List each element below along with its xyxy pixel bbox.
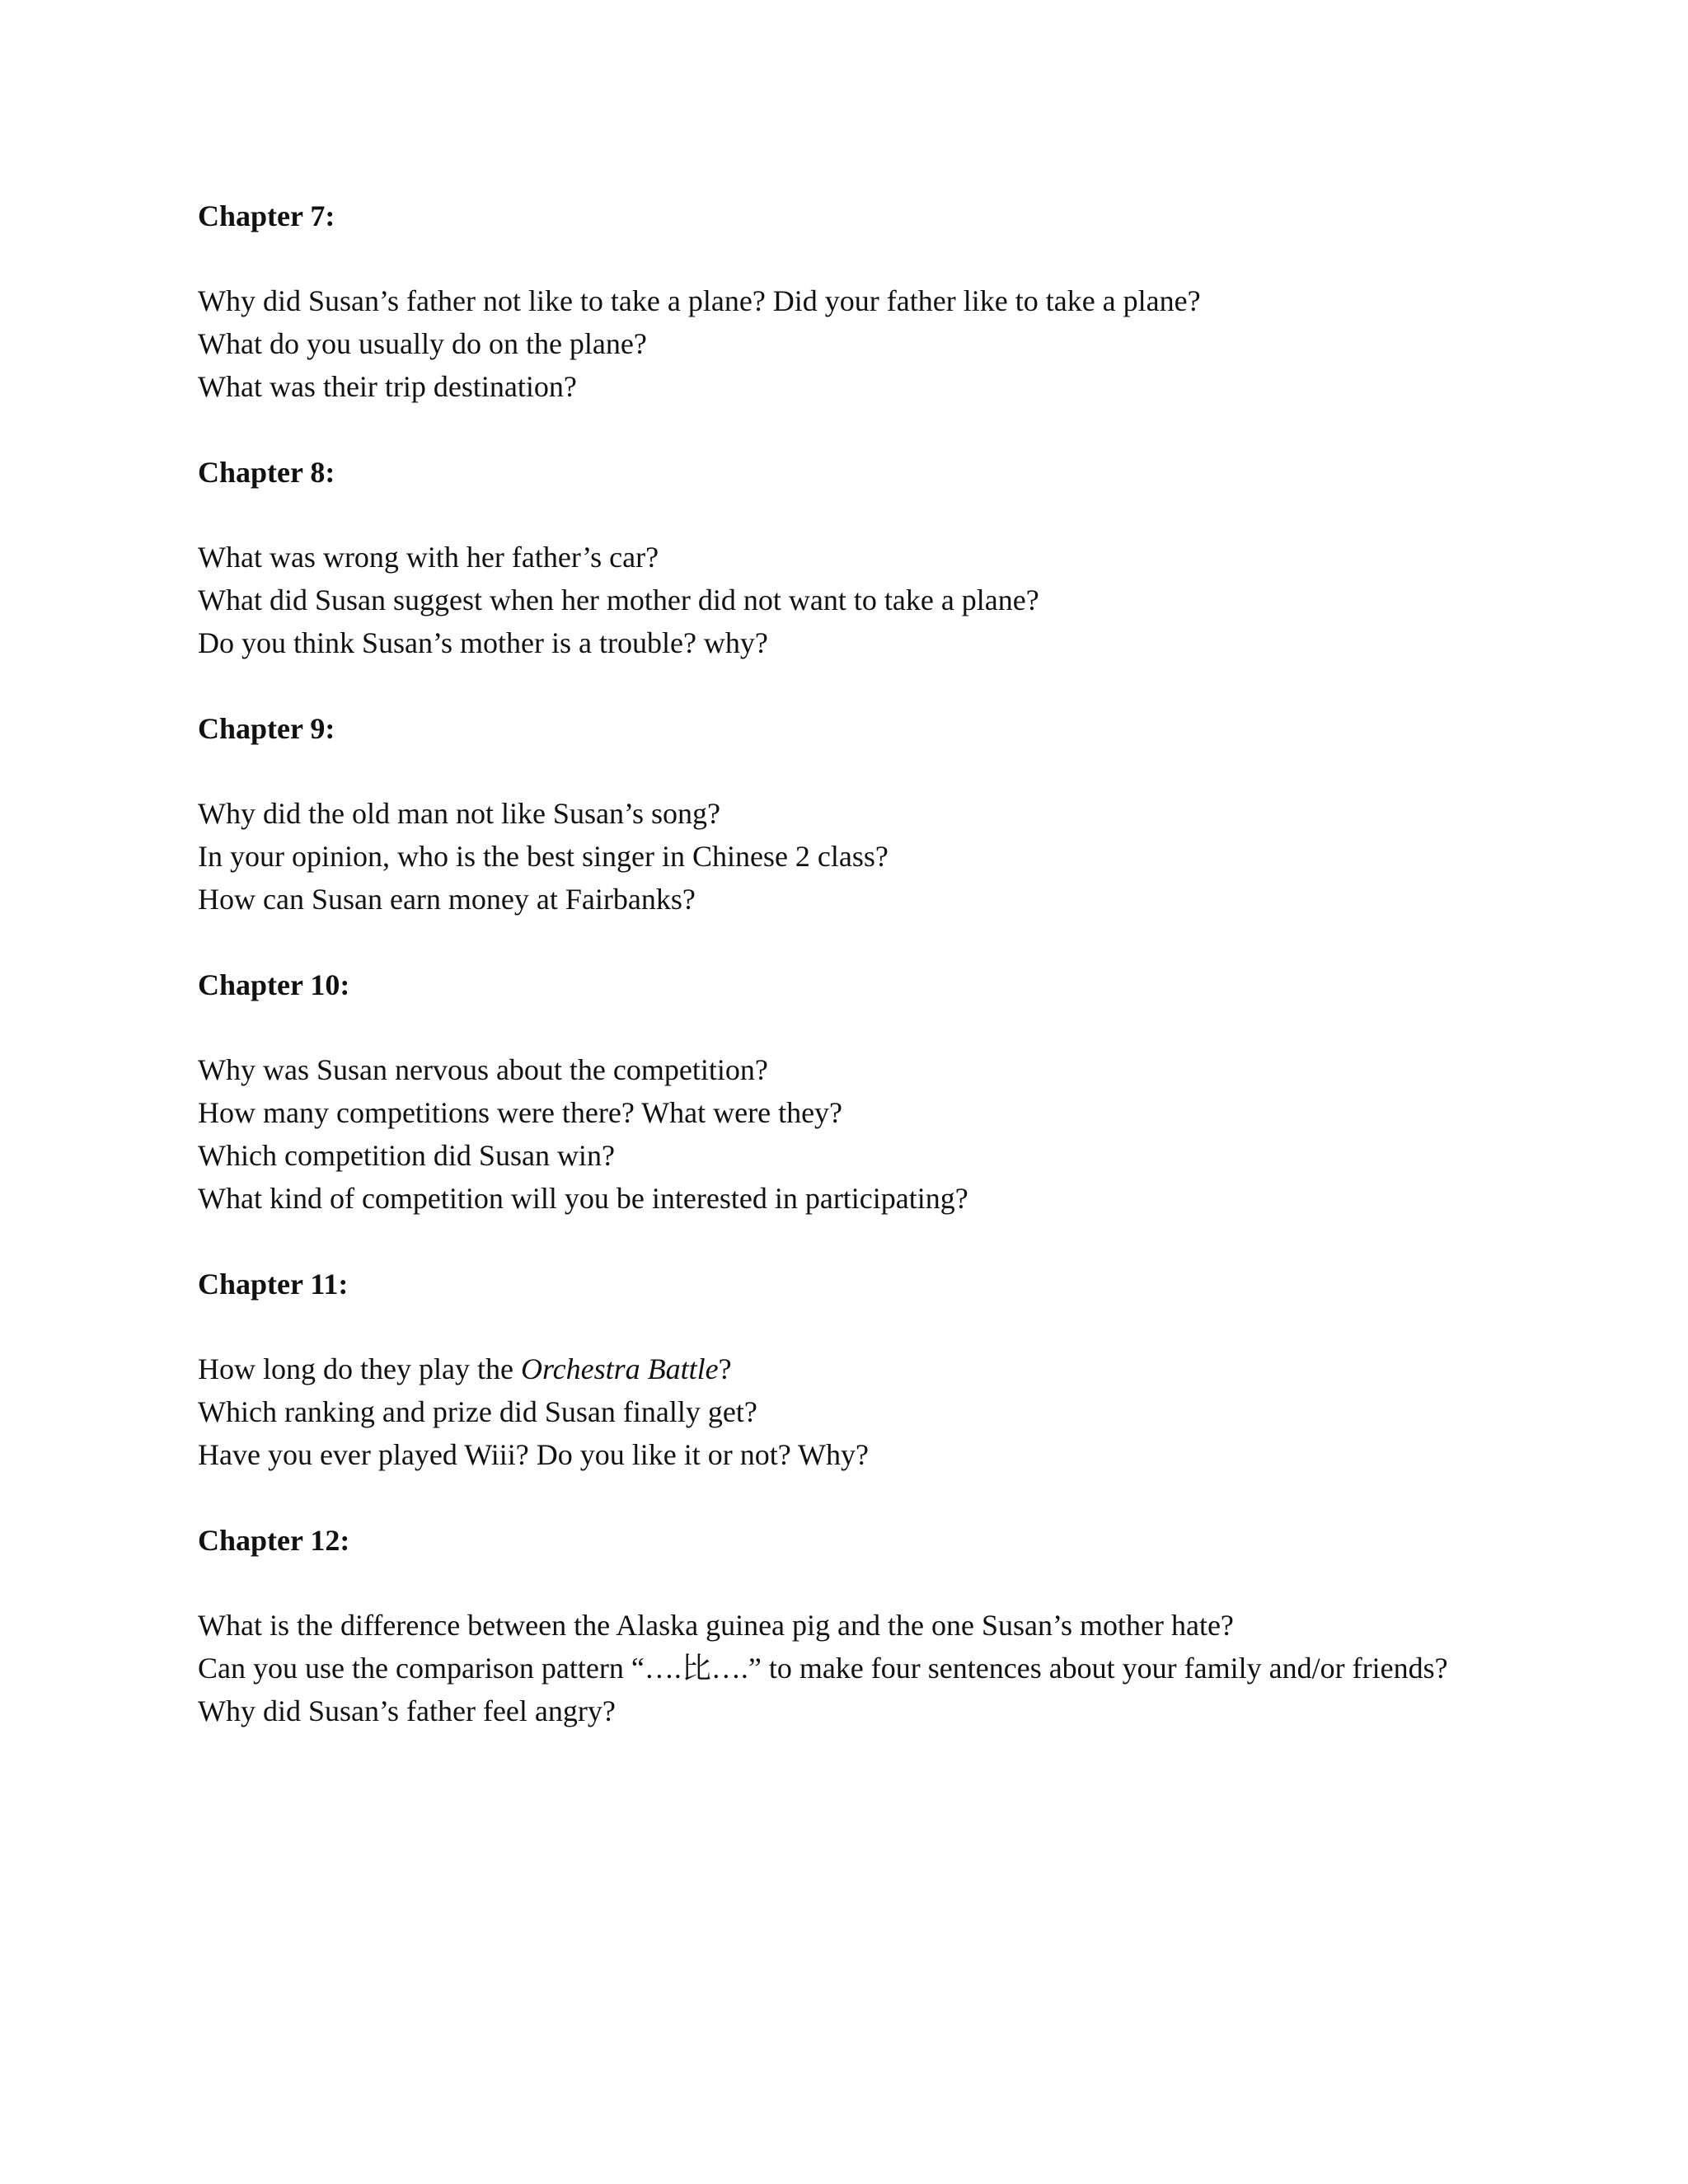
question-text: Why did Susan’s father feel angry? [198,1694,616,1727]
chapter-10-section [198,963,1484,1220]
chapter-8-section [198,451,1484,664]
chapter-heading: Chapter 10: [198,968,350,1001]
question-text: What is the difference between the Alaska guinea pig and the one Susan’s mother hate? [198,1609,1234,1642]
question-text: What kind of competition will you be interested in participating? [198,1182,968,1215]
chapter-heading: Chapter 12: [198,1524,350,1557]
question-text: What was their trip destination? [198,370,577,403]
question-text: Why did Susan’s father not like to take a plane? Did your father like to take a plane? [198,284,1201,317]
chapter-12-section [198,1519,1484,1732]
question-text: Which ranking and prize did Susan finally get? [198,1395,757,1428]
italic-game-title: Orchestra Battle [520,1352,719,1385]
chapter-heading: Chapter 7: [198,199,335,232]
chapter-heading: Chapter 8: [198,456,335,489]
question-text: Which competition did Susan win? [198,1139,615,1172]
question-text: Can you use the comparison pattern “….比….” to make four sentences about your family and/or friends? [198,1652,1448,1685]
question-text: How can Susan earn money at Fairbanks? [198,883,696,916]
chapter-heading: Chapter 11: [198,1268,349,1301]
question-text: In your opinion, who is the best singer in Chinese 2 class? [198,840,889,873]
question-text: How many competitions were there? What were they? [198,1096,843,1129]
question-text: What did Susan suggest when her mother did not want to take a plane? [198,583,1039,616]
question-text-after-title: ? [718,1352,732,1385]
question-text: Have you ever played Wiii? Do you like it or not? Why? [198,1438,869,1471]
chapter-11-section [198,1263,1484,1476]
chapter-9-section [198,707,1484,921]
chapter-heading: Chapter 9: [198,712,335,745]
chapter-7-section [198,194,1484,408]
question-sheet [198,194,1484,1775]
question-text: Why was Susan nervous about the competition? [198,1053,768,1086]
question-text: What was wrong with her father’s car? [198,541,659,574]
question-text: Do you think Susan’s mother is a trouble? why? [198,626,768,659]
question-with-italic-title [198,1347,1484,1390]
question-text-before-title: How long do they play the [198,1352,521,1385]
question-text: Why did the old man not like Susan’s song? [198,797,720,830]
question-text: What do you usually do on the plane? [198,327,647,360]
